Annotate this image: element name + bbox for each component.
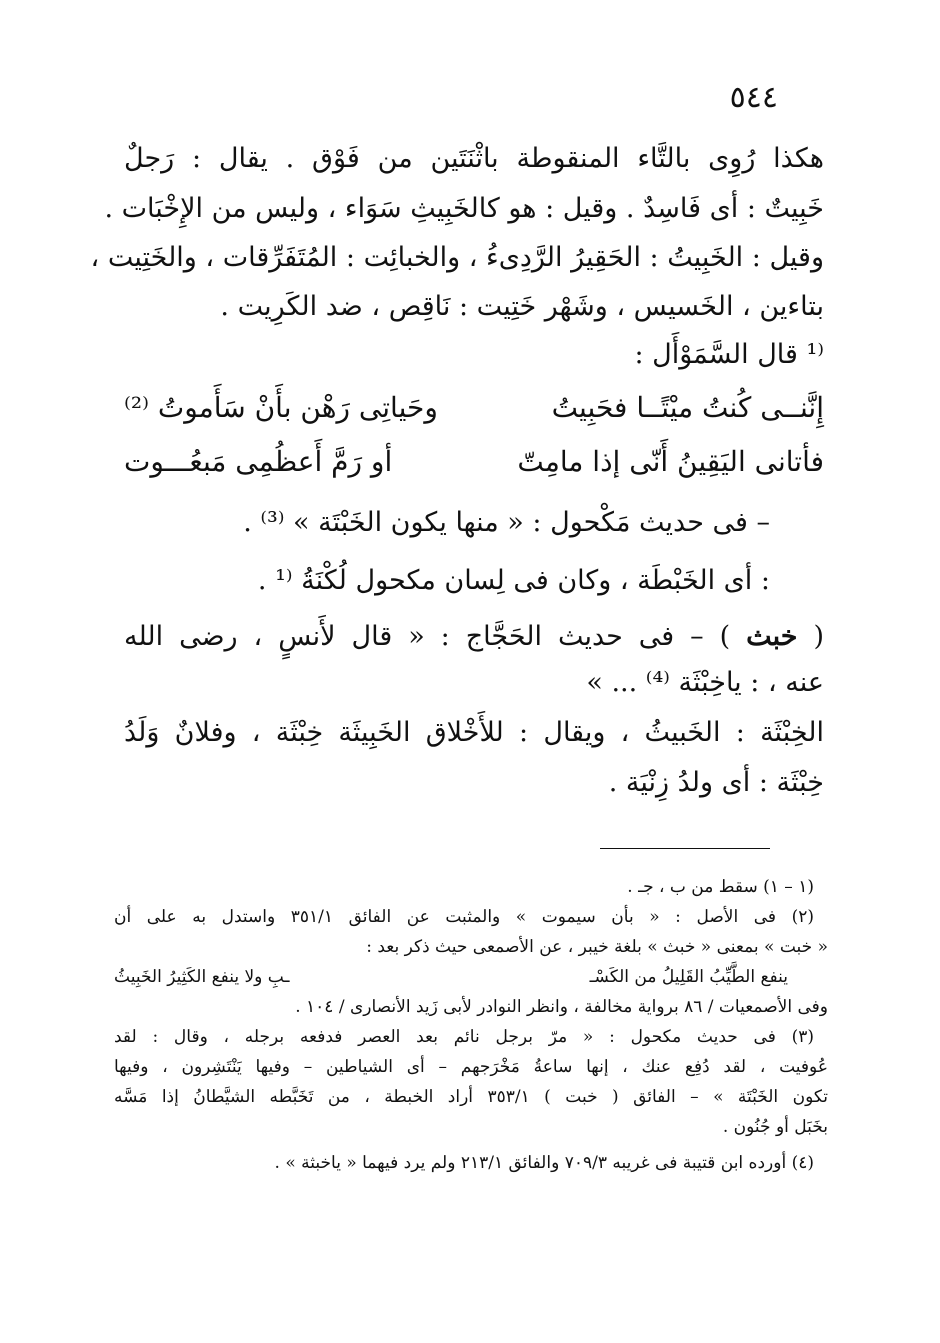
text-line: بتاءين ، الخَسيس ، وشَهْر خَتِيت : نَاقِص ، ضد الكَرِيت . [220,291,824,322]
footnote: (٣) فى حديث مكحول : « مرّ برجل نائم بعد العصر فدفعه برجله ، وقال : لقد [114,1027,814,1047]
footnote: بخَبَل أو جُنُون . [722,1117,828,1137]
entry-line: الخِبْثَة : الخَبيثُ ، ويقال : للأَخْلاق الخَبِيثَة خِبْثَة ، وفلانٌ وَلَدُ [124,717,824,748]
footnote-divider [600,848,770,849]
verse-first-hemistich: إِنَّنــى كُنتُ ميْتًــا فحَبِيتُ [551,391,824,424]
verse-first-hemistich: فأتانى اليَقِينُ أَنّى إذا مامِتّ [517,445,824,478]
poet-intro: ⁽¹ قال السَّمَوْأَل : [634,339,824,370]
verse-line [124,386,824,430]
verse-second-hemistich: أو رَمَّ أَعظُمِى مَبعُـــوت [124,445,393,478]
entry-open-paren: ( [813,621,824,652]
verse-line [124,440,824,484]
hadith-gloss: : أى الخَبْطَة ، وكان فى لِسان مكحول لُكْنَةُ ⁽¹ . [257,565,770,596]
footnote: (٢) فى الأصل : « بأن سيموت » والمثبت عن الفائق ٣٥١/١ واستدل به على أن [114,907,814,927]
footnote-verse-second: ـبِ ولا ينفع الكَثِيرُ الخَبِيثُ [114,967,290,987]
text-line: وقيل : الخَبِيتُ : الحَقِيرُ الرَّدِىءُ ، والخبائِت : المُتَفَرِّقات ، والخَتِيت ، [90,242,824,273]
footnote: (١ – ١) سقط من ب ، جـ . [627,877,814,897]
text-line: خَبِيتٌ : أى فَاسِدٌ . وقيل : هو كالخَبِيثِ سَوَاء ، وليس من الإِخْبَات . [104,193,824,224]
footnote: (٤) أورده ابن قتيبة فى غريبه ٧٠٩/٣ والفائق ٢١٣/١ ولم يرد فيهما « ياخبثة » . [274,1153,814,1173]
page-number: ٥٤٤ [729,80,778,115]
entry-line: عنه ، : ياخِبْثَة ⁽⁴⁾ ... » [586,667,824,698]
footnote: عُوفيت ، لقد دُفِع عنك ، إنها ساعةُ مَخْرَجهم – أى الشياطين – وفيها يَنْتَشِرون ، وفيها [114,1057,828,1077]
entry-line: خِبْثَة : أى ولدُ زِنْيَة . [608,767,824,798]
entry-line-rest: ) – فى حديث الحَجَّاج : « قال لأَنسٍ ، رضى الله [124,621,731,652]
footnote: وفى الأصمعيات / ٨٦ برواية مخالفة ، وانظر النوادر لأبى زَيد الأنصارى / ١٠٤ . [295,997,828,1017]
footnote: « خبت » بمعنى « خبث » بلغة خيبر ، عن الأصمعى حيث ذكر بعد : [366,937,828,957]
entry-headword: خبث [746,621,798,652]
hadith-line: – فى حديث مَكْحول : « منها يكون الخَبْتَة » ⁽³⁾ . [243,507,770,538]
footnote: تكون الخَبْتَة » – الفائق ( خبت ) ٣٥٣/١ أراد الخبطة ، من تَخَبَّطه الشيَّطانُ إذا مَسَّه [114,1087,828,1107]
main-text [90,138,824,804]
entry-line [124,616,824,658]
verse-second-hemistich: وحَياتِى رَهْن بأَنْ سَأَموتُ ⁽²⁾ [124,391,438,424]
footnote-verse [114,962,828,992]
footnotes [114,872,828,1178]
text-line: هكذا رُوِى بالتَّاء المنقوطة باثْنَتَين من فَوْق . يقال : رَجلٌ [124,143,824,174]
footnote-verse-first: ينفع الطَّيِّبُ القَلِيلُ من الكَسْـ [589,967,788,987]
